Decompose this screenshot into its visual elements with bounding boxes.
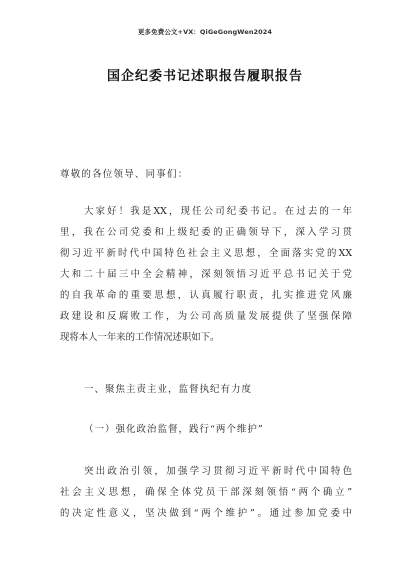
intro-line: 彻习近平新时代中国特色社会主义思想，全面落实党的XX: [60, 248, 352, 259]
intro-line: 现将本人一年来的工作情况述职如下。: [60, 332, 220, 343]
intro-line: 的自我革命的重要思想，认真履行职责，扎实推进党风廉: [60, 290, 352, 301]
document-title: 国企纪委书记述职报告履职报告: [106, 69, 303, 84]
intro-paragraph: [60, 201, 352, 348]
intro-line: 里，我在公司党委和上级纪委的正确领导下，深入学习贯: [60, 227, 352, 238]
section-heading: 一、聚焦主责主业，监督执纪有力度: [84, 384, 253, 395]
body-line: 社会主义思想，确保全体党员干部深刻领悟“两个确立”: [60, 487, 352, 498]
intro-line: 政建设和反腐败工作，为公司高质量发展提供了坚强保障: [60, 311, 352, 322]
body-paragraph: [60, 461, 352, 524]
body-line: 的决定性意义，坚决做到“两个维护”。通过参加党委中: [60, 508, 352, 519]
body-line: 突出政治引领，加强学习贯彻习近平新时代中国特色: [84, 466, 352, 477]
header-note: 更多免费公文+VX：QiGeGongWen2024: [137, 28, 273, 36]
subsection-heading: （一）强化政治监督，践行“两个维护”: [84, 424, 264, 435]
salutation: 尊敬的各位领导、同事们：: [60, 169, 189, 180]
intro-line: 大家好！我是XX，现任公司纪委书记。在过去的一年: [84, 206, 352, 217]
intro-line: 大和二十届三中全会精神，深刻领悟习近平总书记关于党: [60, 269, 352, 280]
